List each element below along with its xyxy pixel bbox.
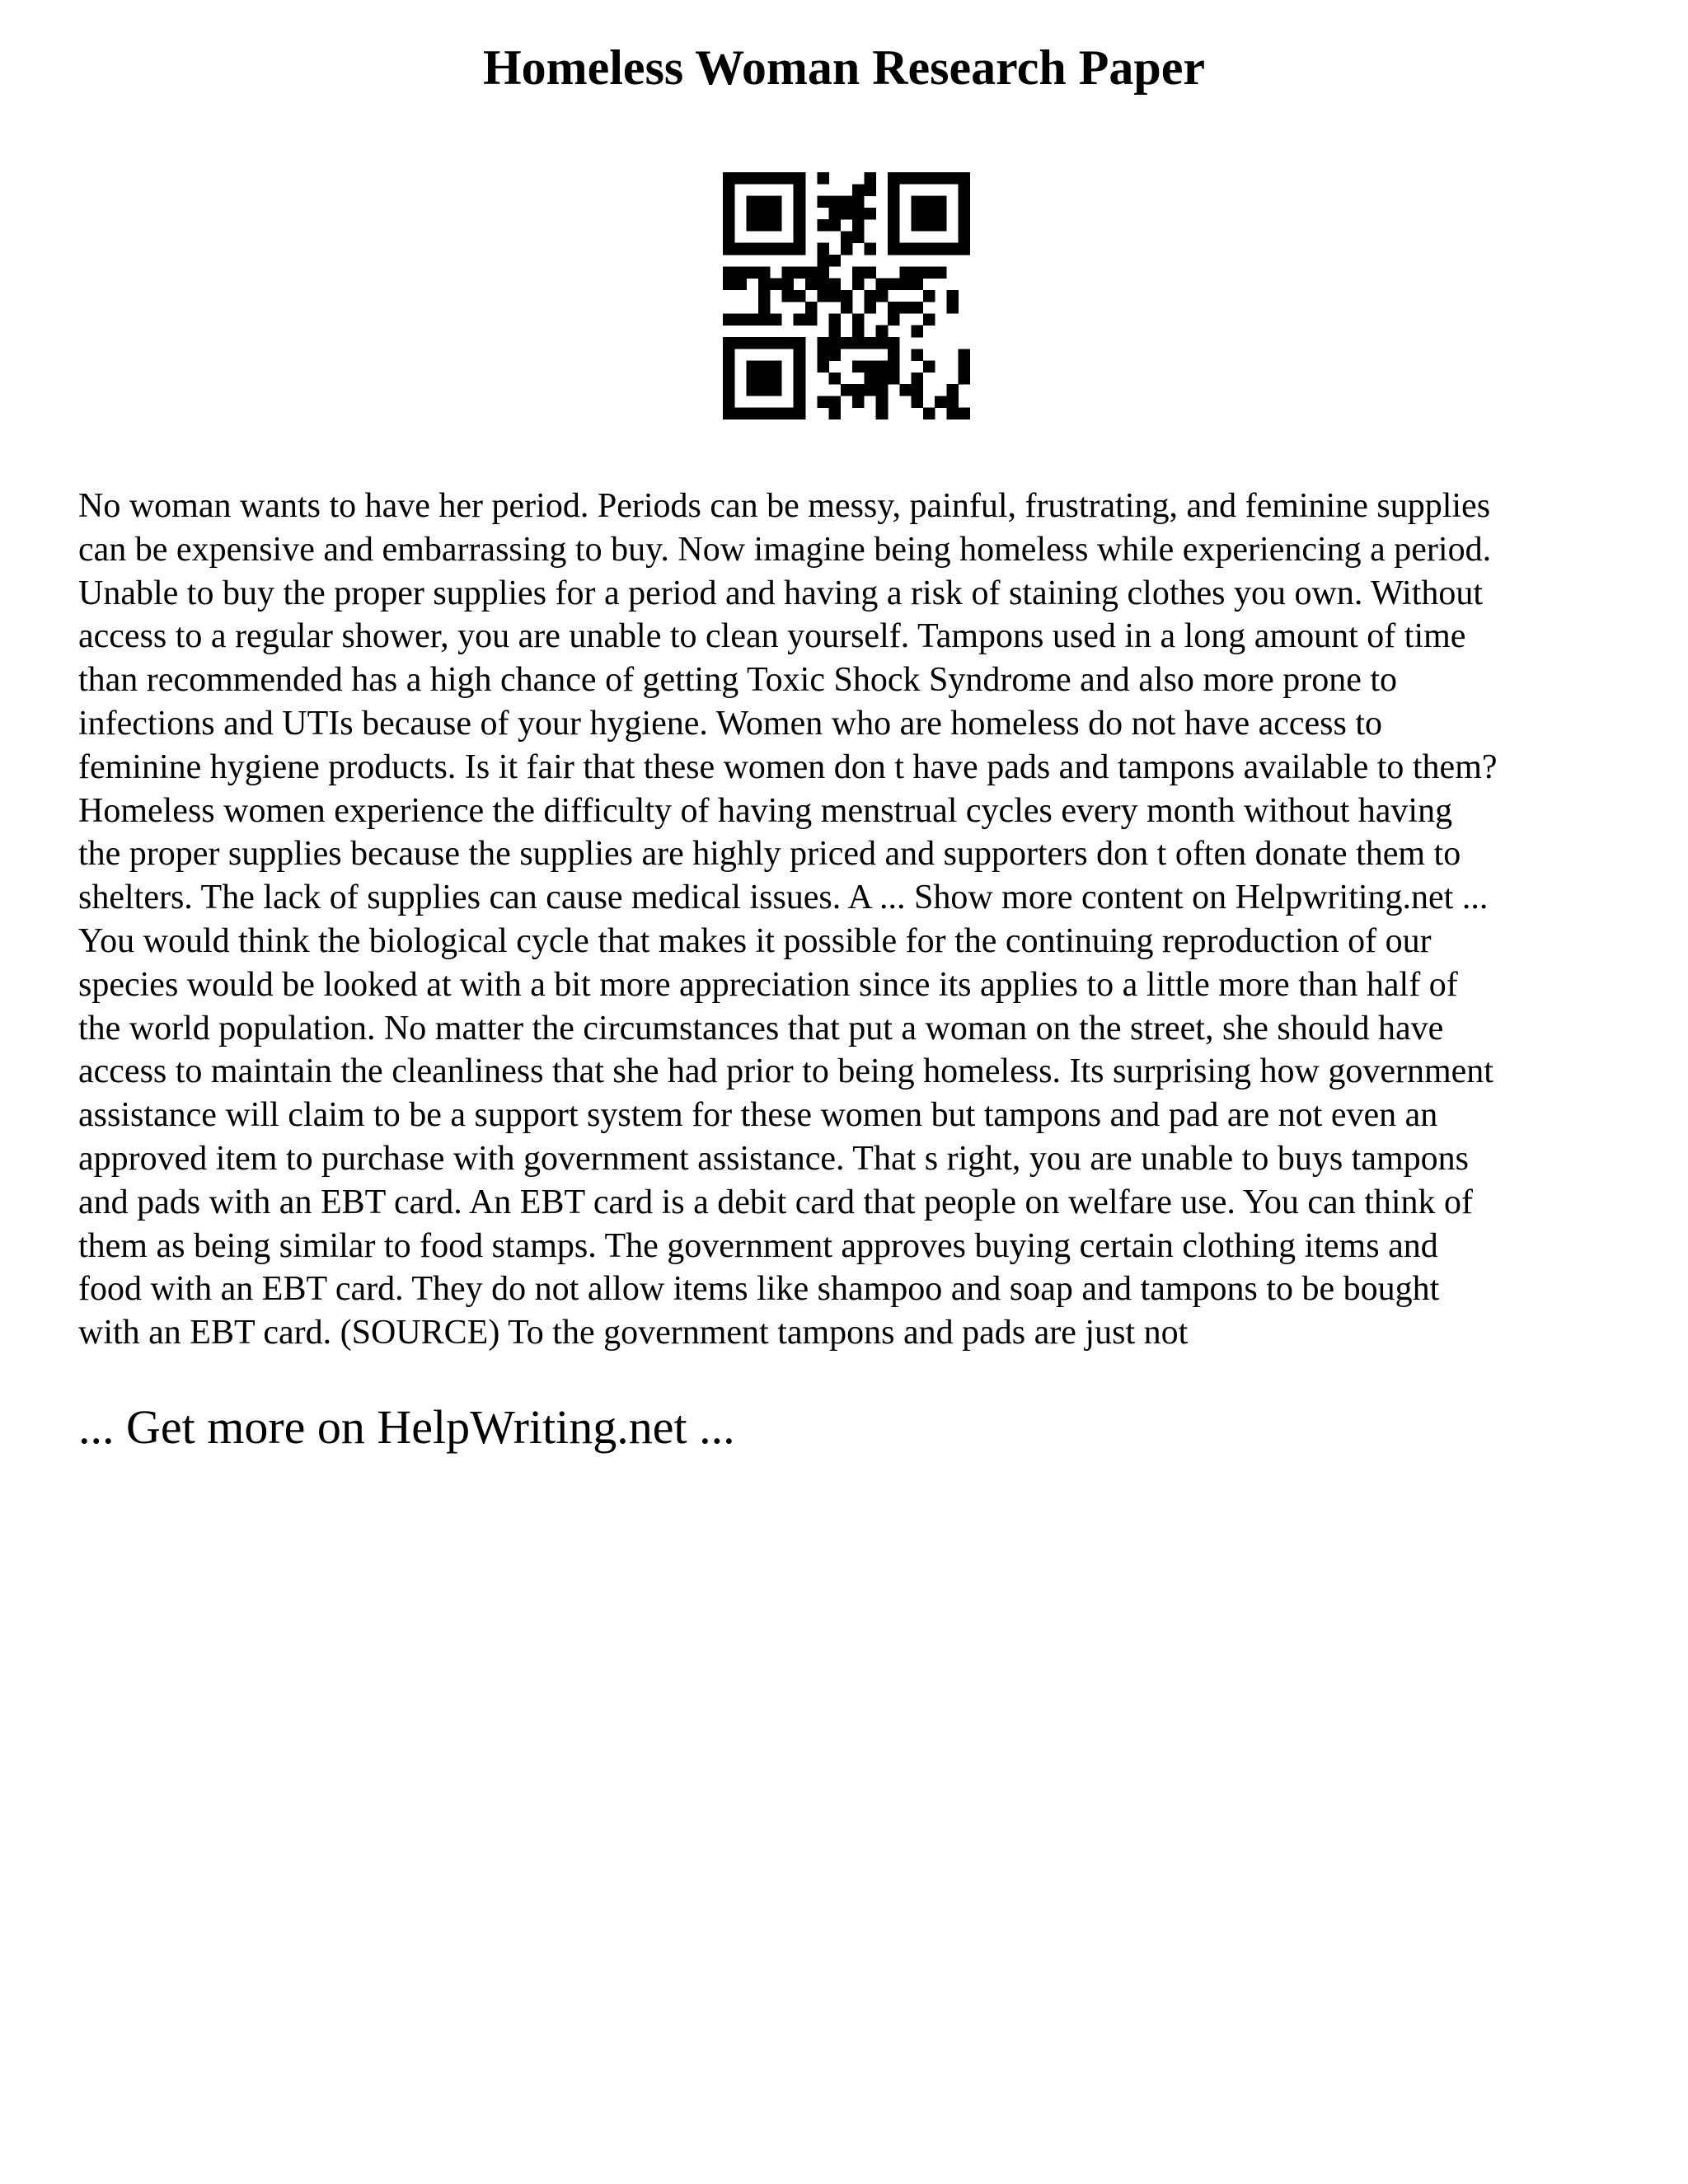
qr-module — [723, 279, 735, 291]
qr-module — [923, 290, 935, 302]
qr-module — [959, 184, 970, 196]
qr-module — [734, 266, 747, 279]
qr-code-graphic — [723, 172, 970, 419]
qr-module — [770, 279, 782, 291]
essay-body — [78, 485, 1628, 1355]
qr-module — [734, 313, 747, 326]
qr-module — [794, 313, 806, 326]
qr-module — [829, 349, 842, 361]
qr-module — [841, 302, 853, 314]
qr-module — [770, 373, 782, 385]
text-line: approved item to purchase with government assistance. That s right, you are unable to buys tampons — [78, 1139, 1469, 1178]
qr-module — [888, 196, 900, 209]
qr-module — [781, 172, 794, 185]
qr-module — [747, 373, 759, 385]
qr-module — [794, 361, 806, 373]
qr-module — [770, 384, 782, 396]
qr-module — [923, 243, 935, 255]
qr-module — [723, 384, 735, 396]
qr-module — [888, 313, 900, 326]
qr-module — [723, 313, 735, 326]
qr-module — [794, 373, 806, 385]
qr-module — [723, 172, 735, 185]
qr-module — [781, 408, 794, 419]
qr-module — [912, 208, 924, 220]
qr-module — [794, 219, 806, 232]
qr-module — [747, 208, 759, 220]
qr-module — [888, 361, 900, 373]
qr-module — [723, 219, 735, 232]
qr-module — [864, 290, 876, 302]
qr-module — [734, 243, 747, 255]
qr-module — [747, 219, 759, 232]
qr-module — [923, 266, 935, 279]
qr-module — [817, 290, 829, 302]
qr-module — [888, 302, 900, 314]
qr-module — [864, 384, 876, 396]
qr-module — [794, 184, 806, 196]
qr-module — [747, 172, 759, 185]
qr-module — [723, 208, 735, 220]
text-line: Homeless women experience the difficulty of having menstrual cycles every month without having — [78, 791, 1453, 830]
qr-module — [923, 196, 935, 209]
qr-module — [876, 373, 889, 385]
qr-module — [817, 337, 829, 349]
qr-module — [959, 172, 970, 185]
qr-module — [876, 408, 889, 419]
qr-module — [852, 231, 865, 243]
text-line: with an EBT card. (SOURCE) To the government tampons and pads are just not — [78, 1314, 1189, 1352]
qr-module — [959, 408, 970, 419]
qr-module — [723, 396, 735, 408]
qr-module — [758, 361, 771, 373]
qr-module — [758, 243, 771, 255]
qr-module — [888, 373, 900, 385]
qr-module — [852, 337, 865, 349]
text-line: access to maintain the cleanliness that she had prior to being homeless. Its surprising how government — [78, 1052, 1493, 1091]
qr-module — [959, 196, 970, 209]
qr-module — [935, 196, 947, 209]
qr-module — [864, 337, 876, 349]
qr-module — [817, 361, 829, 373]
get-more-link[interactable]: ... Get more on HelpWriting.net ... — [78, 1400, 735, 1454]
qr-module — [747, 196, 759, 209]
qr-module — [841, 337, 853, 349]
qr-module — [888, 219, 900, 232]
qr-module — [852, 396, 865, 408]
qr-module — [758, 337, 771, 349]
qr-module — [723, 231, 735, 243]
qr-module — [723, 243, 735, 255]
qr-module — [912, 243, 924, 255]
qr-module — [888, 349, 900, 361]
qr-module — [770, 361, 782, 373]
qr-module — [841, 290, 853, 302]
qr-module — [841, 208, 853, 220]
qr-module — [852, 184, 865, 196]
text-line: than recommended has a high chance of getting Toxic Shock Syndrome and also more prone to — [78, 661, 1398, 700]
qr-module — [805, 266, 818, 279]
qr-module — [723, 361, 735, 373]
qr-module — [794, 384, 806, 396]
qr-module — [923, 361, 935, 373]
qr-module — [723, 184, 735, 196]
qr-module — [864, 302, 876, 314]
qr-module — [734, 279, 747, 291]
qr-module — [912, 349, 924, 361]
qr-module — [770, 243, 782, 255]
page-title: Homeless Woman Research Paper — [482, 40, 1205, 95]
qr-module — [912, 266, 924, 279]
text-line: shelters. The lack of supplies can cause medical issues. A ... Show more content on Helpwriting.net ... — [78, 879, 1489, 917]
qr-module — [794, 196, 806, 209]
qr-module — [817, 255, 829, 267]
qr-module — [747, 243, 759, 255]
qr-module — [758, 208, 771, 220]
text-line: assistance will claim to be a support system for these women but tampons and pad are not even an — [78, 1096, 1438, 1135]
text-line: You would think the biological cycle that makes it possible for the continuing reproduction of our — [78, 921, 1432, 960]
qr-module — [747, 313, 759, 326]
qr-module — [794, 266, 806, 279]
qr-module — [734, 172, 747, 185]
qr-module — [959, 349, 970, 361]
qr-module — [912, 219, 924, 232]
text-line: No woman wants to have her period. Periods can be messy, painful, frustrating, and feminine supplies — [78, 487, 1491, 525]
qr-module — [923, 219, 935, 232]
text-line: them as being similar to food stamps. The government approves buying certain clothing items and — [78, 1226, 1438, 1265]
qr-module — [912, 396, 924, 408]
text-line: feminine hygiene products. Is it fair that these women don t have pads and tampons available to them? — [78, 748, 1498, 786]
qr-module — [770, 208, 782, 220]
qr-module — [829, 196, 842, 209]
qr-module — [829, 396, 842, 408]
qr-module — [781, 266, 794, 279]
qr-module — [723, 337, 735, 349]
qr-module — [723, 349, 735, 361]
qr-module — [946, 243, 959, 255]
qr-module — [864, 373, 876, 385]
qr-module — [747, 266, 759, 279]
qr-code — [723, 172, 970, 419]
qr-module — [794, 208, 806, 220]
qr-module — [888, 243, 900, 255]
qr-module — [852, 196, 865, 209]
qr-module — [876, 384, 889, 396]
qr-module — [758, 279, 771, 291]
qr-module — [841, 243, 853, 255]
qr-module — [864, 184, 876, 196]
qr-module — [781, 290, 794, 302]
qr-module — [899, 243, 912, 255]
qr-module — [852, 361, 865, 373]
qr-module — [888, 184, 900, 196]
qr-module — [888, 172, 900, 185]
qr-module — [758, 384, 771, 396]
qr-module — [888, 279, 900, 291]
qr-module — [747, 384, 759, 396]
qr-module — [959, 231, 970, 243]
qr-module — [805, 313, 818, 326]
qr-module — [829, 255, 842, 267]
qr-module — [852, 219, 865, 232]
qr-module — [864, 243, 876, 255]
qr-module — [912, 384, 924, 396]
qr-module — [829, 279, 842, 291]
qr-module — [723, 408, 735, 419]
qr-module — [758, 196, 771, 209]
qr-module — [923, 208, 935, 220]
qr-module — [781, 243, 794, 255]
qr-module — [817, 279, 829, 291]
qr-module — [888, 231, 900, 243]
qr-module — [794, 408, 806, 419]
qr-module — [876, 290, 889, 302]
qr-module — [723, 373, 735, 385]
qr-module — [770, 337, 782, 349]
qr-module — [747, 408, 759, 419]
qr-module — [770, 313, 782, 326]
qr-module — [758, 266, 771, 279]
qr-module — [852, 313, 865, 326]
qr-module — [829, 208, 842, 220]
qr-module — [876, 326, 889, 338]
qr-module — [852, 279, 865, 291]
qr-module — [723, 266, 735, 279]
qr-module — [817, 172, 829, 185]
qr-module — [946, 408, 959, 419]
qr-module — [758, 313, 771, 326]
qr-module — [817, 219, 829, 232]
qr-module — [959, 243, 970, 255]
qr-module — [794, 243, 806, 255]
qr-module — [876, 337, 889, 349]
qr-module — [794, 290, 806, 302]
qr-module — [852, 208, 865, 220]
qr-module — [888, 337, 900, 349]
qr-module — [912, 302, 924, 314]
text-line: infections and UTIs because of your hygiene. Women who are homeless do not have access to — [78, 704, 1383, 743]
qr-module — [923, 313, 935, 326]
qr-module — [829, 290, 842, 302]
qr-module — [912, 373, 924, 385]
qr-module — [781, 279, 794, 291]
qr-module — [935, 243, 947, 255]
qr-module — [841, 231, 853, 243]
qr-module — [794, 231, 806, 243]
qr-module — [829, 373, 842, 385]
qr-module — [935, 219, 947, 232]
qr-module — [723, 196, 735, 209]
qr-module — [864, 361, 876, 373]
qr-module — [781, 337, 794, 349]
qr-module — [758, 219, 771, 232]
qr-module — [876, 396, 889, 408]
qr-module — [912, 172, 924, 185]
text-line: can be expensive and embarrassing to buy. Now imagine being homeless while experiencing a period. — [78, 530, 1492, 569]
qr-module — [923, 172, 935, 185]
qr-module — [758, 172, 771, 185]
qr-module — [923, 408, 935, 419]
qr-module — [935, 172, 947, 185]
text-line: food with an EBT card. They do not allow items like shampoo and soap and tampons to be bought — [78, 1270, 1440, 1309]
qr-module — [959, 373, 970, 385]
qr-module — [864, 266, 876, 279]
qr-module — [959, 361, 970, 373]
qr-module — [758, 373, 771, 385]
qr-module — [770, 172, 782, 185]
qr-module — [946, 290, 959, 302]
qr-module — [805, 279, 818, 291]
qr-module — [758, 302, 771, 314]
qr-module — [747, 337, 759, 349]
qr-module — [946, 172, 959, 185]
text-line: the proper supplies because the supplies are highly priced and supporters don t often donate them to — [78, 835, 1461, 874]
qr-module — [794, 396, 806, 408]
qr-module — [935, 208, 947, 220]
qr-module — [946, 302, 959, 314]
qr-module — [805, 302, 818, 314]
qr-module — [888, 208, 900, 220]
qr-module — [829, 408, 842, 419]
qr-module — [734, 337, 747, 349]
text-line: species would be looked at with a bit more appreciation since its applies to a little more than half of — [78, 965, 1458, 1004]
qr-module — [935, 266, 947, 279]
qr-module — [747, 361, 759, 373]
qr-module — [959, 208, 970, 220]
text-line: and pads with an EBT card. An EBT card is a debit card that people on welfare use. You can think of — [78, 1183, 1474, 1221]
qr-module — [817, 243, 829, 255]
text-line: access to a regular shower, you are unable to clean yourself. Tampons used in a long amount of time — [78, 617, 1466, 656]
qr-module — [794, 337, 806, 349]
qr-module — [829, 219, 842, 232]
qr-module — [794, 349, 806, 361]
qr-module — [794, 172, 806, 185]
qr-module — [852, 266, 865, 279]
qr-module — [829, 326, 842, 338]
qr-module — [899, 302, 912, 314]
qr-module — [852, 326, 865, 338]
qr-module — [899, 384, 912, 396]
qr-module — [770, 408, 782, 419]
qr-module — [817, 349, 829, 361]
qr-module — [946, 396, 959, 408]
qr-module — [959, 219, 970, 232]
qr-module — [841, 384, 853, 396]
qr-module — [770, 219, 782, 232]
qr-module — [852, 384, 865, 396]
qr-module — [770, 196, 782, 209]
qr-module — [876, 279, 889, 291]
qr-module — [758, 290, 771, 302]
qr-module — [899, 266, 912, 279]
text-line: the world population. No matter the circumstances that put a woman on the street, she should have — [78, 1009, 1444, 1047]
qr-module — [899, 172, 912, 185]
qr-module — [912, 279, 924, 291]
qr-module — [817, 196, 829, 209]
qr-module — [876, 361, 889, 373]
qr-module — [864, 208, 876, 220]
qr-module — [841, 196, 853, 209]
qr-module — [935, 396, 947, 408]
qr-module — [899, 279, 912, 291]
text-line: Unable to buy the proper supplies for a period and having a risk of staining clothes you own. Without — [78, 574, 1484, 612]
qr-module — [912, 326, 924, 338]
qr-module — [734, 408, 747, 419]
qr-module — [829, 313, 842, 326]
qr-module — [946, 384, 959, 396]
qr-module — [864, 172, 876, 185]
qr-module — [817, 396, 829, 408]
qr-module — [829, 337, 842, 349]
qr-module — [912, 196, 924, 209]
qr-module — [817, 266, 829, 279]
qr-module — [758, 408, 771, 419]
